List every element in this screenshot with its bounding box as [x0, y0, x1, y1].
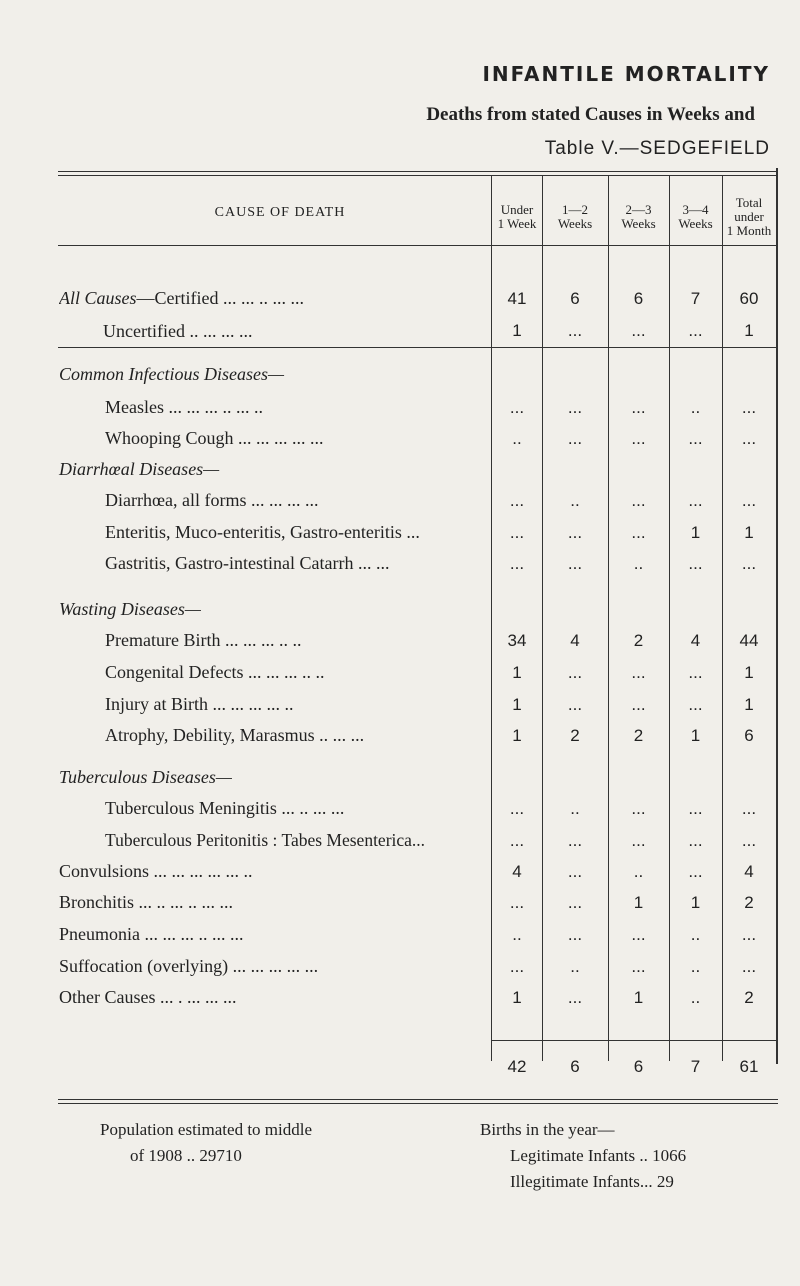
certified-value-c3: 6	[633, 289, 644, 308]
row-value-c2: ...	[567, 862, 583, 881]
row-value-c2: ...	[567, 831, 583, 850]
row-value-c5: ...	[741, 957, 757, 976]
header-3-4-weeks	[669, 203, 722, 231]
row-value-c2: ...	[567, 554, 583, 573]
certified-value-c5: 60	[739, 289, 759, 308]
total-rule-c5	[722, 1040, 776, 1041]
row-value-c4: ..	[690, 957, 701, 976]
row-value-c1: ...	[509, 957, 525, 976]
row-value-c5: 4	[744, 862, 754, 881]
row-value-c4: ...	[688, 554, 703, 573]
page-subtitle: Deaths from stated Causes in Weeks and	[426, 104, 755, 125]
total-value-c5: 61	[739, 1057, 759, 1076]
row-value-c3: 1	[633, 893, 644, 912]
header-2-3-weeks	[608, 203, 669, 231]
row-value-c3: ...	[631, 925, 646, 944]
row-value-c4: ...	[688, 831, 703, 850]
row-value-c1: ..	[512, 429, 522, 448]
row-label: Atrophy, Debility, Marasmus .. ... ...	[105, 725, 365, 745]
row-value-c2: ...	[567, 398, 583, 417]
row-value-c3: ...	[631, 695, 646, 714]
header-text: under	[734, 209, 764, 224]
row-value-c1: ...	[509, 398, 525, 417]
row-value-c2: ...	[567, 695, 583, 714]
header-text: 2—3	[625, 202, 652, 217]
header-bottom-rule	[58, 245, 776, 246]
total-value-c4: 7	[690, 1057, 701, 1076]
row-value-c3: ...	[631, 663, 646, 682]
header-text: Total	[735, 195, 763, 210]
table-bottom-rule-outer	[58, 1103, 778, 1104]
row-value-c3: ...	[631, 429, 646, 448]
row-value-c2: ...	[567, 663, 583, 682]
row-label: Tuberculous Meningitis ... .. ... ...	[105, 798, 345, 818]
total-rule-c2	[542, 1040, 608, 1041]
row-value-c1: ..	[512, 925, 522, 944]
row-value-c2: ...	[567, 925, 583, 944]
uncertified-value-c4: ...	[688, 321, 703, 340]
row-label: Diarrhœa, all forms ... ... ... ...	[105, 490, 319, 510]
population-line-2: of 1908 .. 29710	[130, 1146, 242, 1165]
row-value-c5: ...	[741, 831, 757, 850]
row-value-c2: ..	[570, 957, 580, 976]
row-label: Gastritis, Gastro-intestinal Catarrh ... ...	[105, 553, 390, 573]
header-cause-of-death: CAUSE OF DEATH	[214, 205, 346, 220]
all-causes-bottom-rule	[58, 347, 776, 348]
row-value-c2: ...	[567, 429, 583, 448]
row-label: Congenital Defects ... ... ... .. ..	[105, 662, 325, 682]
row-value-c2: 2	[570, 726, 580, 745]
uncertified-value-c3: ...	[631, 321, 646, 340]
certified-value-c2: 6	[570, 289, 580, 308]
row-value-c2: ..	[570, 799, 580, 818]
row-value-c2: ...	[567, 523, 583, 542]
row-all-causes-certified	[59, 288, 489, 309]
row-label: Measles ... ... ... .. ... ..	[105, 397, 263, 417]
row-value-c5: 1	[744, 663, 754, 682]
row-label: Convulsions ... ... ... ... ... ..	[59, 861, 253, 881]
row-label: Tuberculous Peritonitis : Tabes Mesenterica...	[105, 830, 426, 850]
total-rule-c3	[608, 1040, 669, 1041]
row-label: Whooping Cough ... ... ... ... ...	[105, 428, 324, 448]
table-top-rule-inner	[58, 175, 778, 176]
row-value-c1: 1	[512, 726, 522, 745]
total-rule-c4	[669, 1040, 722, 1041]
table-top-rule	[58, 171, 778, 172]
row-value-c3: ...	[631, 491, 646, 510]
row-value-c5: 44	[739, 631, 759, 650]
row-value-c4: ..	[690, 398, 701, 417]
row-value-c3: ...	[631, 398, 646, 417]
births-illegitimate: Illegitimate Infants... 29	[510, 1172, 674, 1191]
section-wasting: Wasting Diseases—	[59, 599, 201, 619]
total-value-c3: 6	[633, 1057, 644, 1076]
row-value-c5: ...	[741, 925, 757, 944]
row-value-c5: ...	[741, 491, 757, 510]
row-value-c3: 2	[633, 726, 644, 745]
header-text: Weeks	[678, 216, 713, 231]
row-label: Other Causes ... . ... ... ...	[59, 987, 237, 1007]
row-value-c2: ...	[567, 988, 583, 1007]
row-value-c1: ...	[509, 491, 525, 510]
row-value-c3: 2	[633, 631, 644, 650]
total-rule-c1	[491, 1040, 543, 1041]
row-value-c4: 4	[690, 631, 701, 650]
row-value-c2: ...	[567, 893, 583, 912]
header-text: Weeks	[621, 216, 656, 231]
row-value-c3: ..	[633, 554, 644, 573]
uncertified-value-c5: 1	[744, 321, 754, 340]
row-value-c3: ..	[633, 862, 644, 881]
row-value-c1: ...	[509, 799, 525, 818]
row-value-c4: ...	[688, 663, 703, 682]
header-text: 1—2	[562, 202, 588, 217]
row-value-c4: ..	[690, 925, 701, 944]
certified-label: —Certified ... ... .. ... ...	[136, 288, 304, 308]
uncertified-value-c1: 1	[512, 321, 522, 340]
row-value-c5: 2	[744, 893, 754, 912]
births-legitimate: Legitimate Infants .. 1066	[510, 1146, 687, 1165]
row-value-c4: ...	[688, 695, 703, 714]
section-tuberculous: Tuberculous Diseases—	[59, 767, 232, 787]
row-value-c5: 6	[744, 726, 754, 745]
total-value-c1: 42	[507, 1057, 527, 1076]
row-value-c3: ...	[631, 957, 646, 976]
row-value-c5: ...	[741, 799, 757, 818]
all-causes-label: All Causes	[59, 288, 137, 308]
row-value-c4: ...	[688, 429, 703, 448]
row-value-c3: ...	[631, 523, 646, 542]
row-value-c4: ...	[688, 799, 703, 818]
row-label: Pneumonia ... ... ... .. ... ...	[59, 924, 244, 944]
row-value-c4: 1	[690, 523, 701, 542]
header-total-under-1-month	[722, 196, 776, 238]
header-text: Weeks	[557, 216, 593, 231]
population-line-1: Population estimated to middle	[100, 1120, 313, 1139]
header-under-1-week	[491, 203, 543, 231]
row-value-c5: 1	[744, 523, 754, 542]
row-label: Bronchitis ... .. ... .. ... ...	[59, 892, 233, 912]
header-text: 1 Month	[726, 223, 772, 238]
row-value-c1: ...	[509, 554, 525, 573]
page-title: INFANTILE MORTALITY	[482, 62, 770, 86]
row-value-c5: ...	[741, 398, 757, 417]
births-title: Births in the year—	[480, 1120, 615, 1139]
row-value-c1: ...	[509, 893, 525, 912]
header-text: Under	[500, 202, 534, 217]
row-value-c3: ...	[631, 831, 646, 850]
row-value-c4: ...	[688, 491, 703, 510]
table-right-border	[776, 168, 778, 1064]
row-value-c2: 4	[570, 631, 580, 650]
table-bottom-rule	[58, 1099, 778, 1100]
row-value-c1: 1	[512, 988, 522, 1007]
row-value-c1: ...	[509, 523, 525, 542]
section-diarrhoeal: Diarrhœal Diseases—	[59, 459, 220, 479]
row-value-c1: 34	[507, 631, 527, 650]
row-value-c4: 1	[690, 893, 701, 912]
row-label: Premature Birth ... ... ... .. ..	[105, 630, 302, 650]
row-value-c5: ...	[741, 554, 757, 573]
row-label: Enteritis, Muco-enteritis, Gastro-enteritis ...	[105, 522, 420, 542]
uncertified-value-c2: ...	[567, 321, 583, 340]
row-value-c4: ...	[688, 862, 703, 881]
row-value-c1: 1	[512, 663, 522, 682]
table-title: Table V.—SEDGEFIELD	[544, 138, 770, 159]
header-text: 3—4	[682, 202, 709, 217]
row-value-c1: 4	[512, 862, 522, 881]
row-value-c5: 2	[744, 988, 754, 1007]
header-text: 1 Week	[497, 216, 537, 231]
section-infectious: Common Infectious Diseases—	[59, 364, 284, 384]
row-uncertified: Uncertified .. ... ... ...	[103, 321, 253, 341]
certified-value-c1: 41	[507, 289, 527, 308]
row-value-c1: ...	[509, 831, 525, 850]
row-value-c5: ...	[741, 429, 757, 448]
certified-value-c4: 7	[690, 289, 701, 308]
row-value-c3: ...	[631, 799, 646, 818]
total-value-c2: 6	[570, 1057, 580, 1076]
row-value-c3: 1	[633, 988, 644, 1007]
row-value-c1: 1	[512, 695, 522, 714]
row-value-c4: 1	[690, 726, 701, 745]
row-label: Injury at Birth ... ... ... ... ..	[105, 694, 294, 714]
row-label: Suffocation (overlying) ... ... ... ... ...	[59, 956, 319, 976]
row-value-c5: 1	[744, 695, 754, 714]
header-1-2-weeks	[542, 203, 608, 231]
row-value-c4: ..	[690, 988, 701, 1007]
row-value-c2: ..	[570, 491, 580, 510]
